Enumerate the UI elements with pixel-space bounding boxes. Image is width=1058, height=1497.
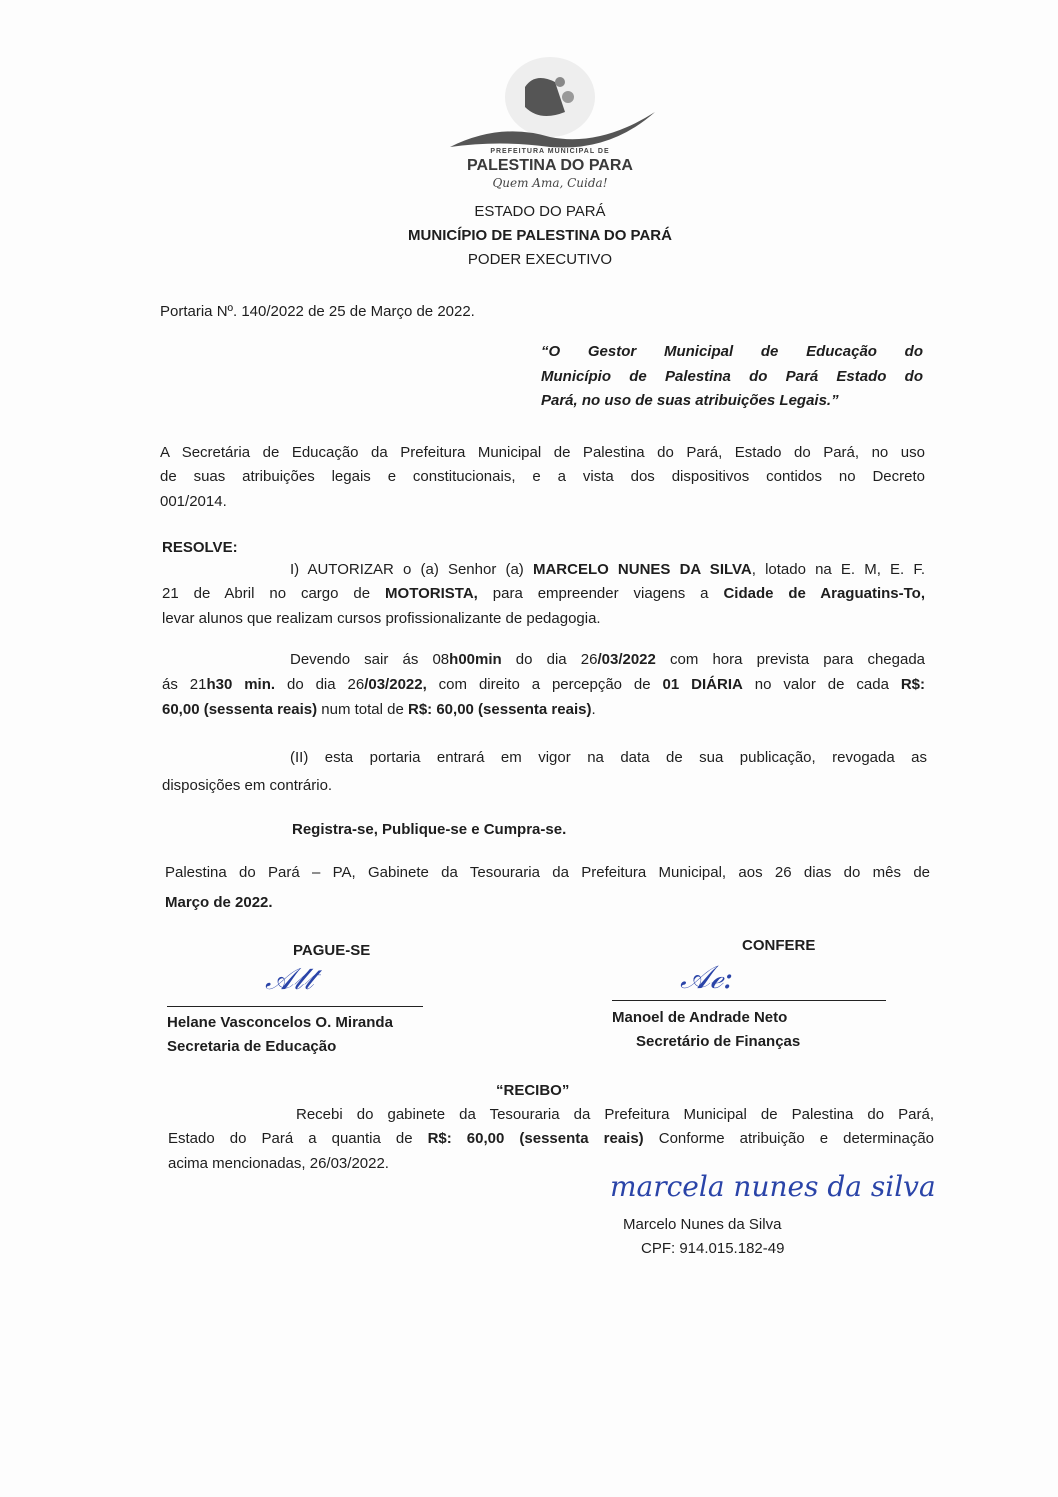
text-segment: no valor de cada [742, 676, 901, 693]
text-segment: , lotado na E. M, E. F. [751, 561, 925, 578]
bold-text: Cidade de Araguatins-To, [723, 585, 925, 602]
bold-text: /03/2022 [597, 651, 656, 668]
logo-line1: PREFEITURA MUNICIPAL DE [490, 148, 610, 155]
text-segment: . [591, 701, 596, 718]
signature-left: 𝒜𝓁𝓉 [265, 962, 314, 997]
bold-text: R$: 60,00 (sessenta reais) [408, 701, 592, 718]
text-segment: I) AUTORIZAR o (a) Senhor (a) [290, 561, 533, 578]
bold-text: R$: 60,00 (sessenta reais) [427, 1130, 644, 1147]
bold-text: 60,00 (sessenta reais) [162, 701, 318, 718]
text-segment: ás 21 [162, 676, 207, 693]
receipt-signer-name: Marcelo Nunes da Silva [623, 1216, 782, 1233]
text-segment: do dia 26 [501, 651, 598, 668]
text-segment: de suas atribuições legais e constitucionais, e a vista dos dispositivos contidos no Decreto [160, 468, 925, 485]
paragraph-line [292, 820, 566, 840]
bold-text: R$: [900, 676, 925, 693]
portaria-title: Portaria Nº. 140/2022 de 25 de Março de 2022. [160, 303, 475, 320]
text-segment: Recebi do gabinete da Tesouraria da Prefeitura Municipal de Palestina do Pará, [296, 1106, 934, 1123]
paragraph-line [162, 538, 238, 558]
signature-line-right [612, 1000, 886, 1001]
text-segment: Estado do Pará a quantia de [168, 1130, 428, 1147]
paragraph-line [160, 492, 227, 512]
municipal-logo-emblem [440, 52, 660, 152]
paragraph-line [296, 1105, 934, 1125]
text-segment: levar alunos que realizam cursos profissionalizante de pedagogia. [162, 610, 601, 627]
text-segment: com direito a percepção de [426, 676, 663, 693]
receipt-signer-cpf: CPF: 914.015.182-49 [641, 1240, 785, 1257]
bold-text: Registra-se, Publique-se e Cumpra-se. [292, 821, 567, 838]
text-segment: num total de [317, 701, 408, 718]
pague-se-caption: PAGUE-SE [293, 942, 371, 959]
header-state: ESTADO DO PARÁ [474, 203, 606, 220]
left-signer-role: Secretaria de Educação [167, 1038, 337, 1055]
bold-text: MARCELO NUNES DA SILVA [532, 561, 752, 578]
bold-text: MOTORISTA, [385, 585, 478, 602]
bold-text: h30 min. [206, 676, 276, 693]
header-municipality: MUNICÍPIO DE PALESTINA DO PARÁ [408, 227, 672, 244]
text-segment: 001/2014. [160, 493, 227, 510]
text-segment: Conforme atribuição e determinação [643, 1130, 935, 1147]
paragraph-line [160, 467, 925, 487]
quote-line: “O Gestor Municipal de Educação do [541, 343, 923, 360]
bold-text: h00min [449, 651, 502, 668]
text-segment: A Secretária de Educação da Prefeitura Municipal de Palestina do Pará, Estado do Pará, no uso [160, 444, 925, 461]
text-segment: para empreender viagens a [477, 585, 724, 602]
signature-right: 𝒜ℯ: [680, 958, 734, 996]
paragraph-line [168, 1129, 934, 1149]
quote-line: Município de Palestina do Pará Estado do [541, 368, 923, 385]
left-signer-name: Helane Vasconcelos O. Miranda [167, 1014, 393, 1031]
handwritten-signature: marcela nunes da silva [610, 1170, 936, 1203]
paragraph-line [165, 893, 273, 913]
paragraph-line [290, 650, 925, 670]
paragraph-line [162, 584, 925, 604]
text-segment: (II) esta portaria entrará em vigor na data de sua publicação, revogada as [290, 749, 927, 766]
paragraph-line [496, 1081, 569, 1101]
text-segment: 21 de Abril no cargo de [162, 585, 386, 602]
text-segment: com hora prevista para chegada [655, 651, 925, 668]
signature-line-left [167, 1006, 423, 1007]
right-signer-name: Manoel de Andrade Neto [612, 1009, 788, 1026]
paragraph-line [168, 1154, 389, 1174]
paragraph-line [160, 443, 925, 463]
paragraph-line [162, 700, 596, 720]
bold-text: 01 DIÁRIA [662, 676, 743, 693]
logo-line2: PALESTINA DO PARA [467, 157, 633, 174]
text-segment: Palestina do Pará – PA, Gabinete da Tesouraria da Prefeitura Municipal, aos 26 dias do mês de [165, 864, 930, 881]
bold-text: Março de 2022. [165, 894, 273, 911]
paragraph-line [290, 560, 925, 580]
text-segment: disposições em contrário. [162, 777, 333, 794]
logo-slogan: Quem Ama, Cuida! [492, 176, 608, 190]
quote-line: Pará, no uso de suas atribuições Legais.” [541, 392, 839, 409]
right-signer-role: Secretário de Finanças [636, 1033, 801, 1050]
text-segment: acima mencionadas, 26/03/2022. [168, 1155, 389, 1172]
paragraph-line [290, 748, 927, 768]
paragraph-line [162, 609, 601, 629]
bold-text: “RECIBO” [496, 1082, 570, 1099]
paragraph-line [162, 675, 925, 695]
bold-text: /03/2022, [364, 676, 427, 693]
confere-caption: CONFERE [742, 937, 816, 954]
paragraph-line [165, 863, 930, 883]
text-segment: do dia 26 [275, 676, 365, 693]
header-power: PODER EXECUTIVO [467, 251, 613, 268]
paragraph-line [162, 776, 332, 796]
text-segment: Devendo sair ás 08 [290, 651, 450, 668]
bold-text: RESOLVE: [162, 539, 238, 556]
